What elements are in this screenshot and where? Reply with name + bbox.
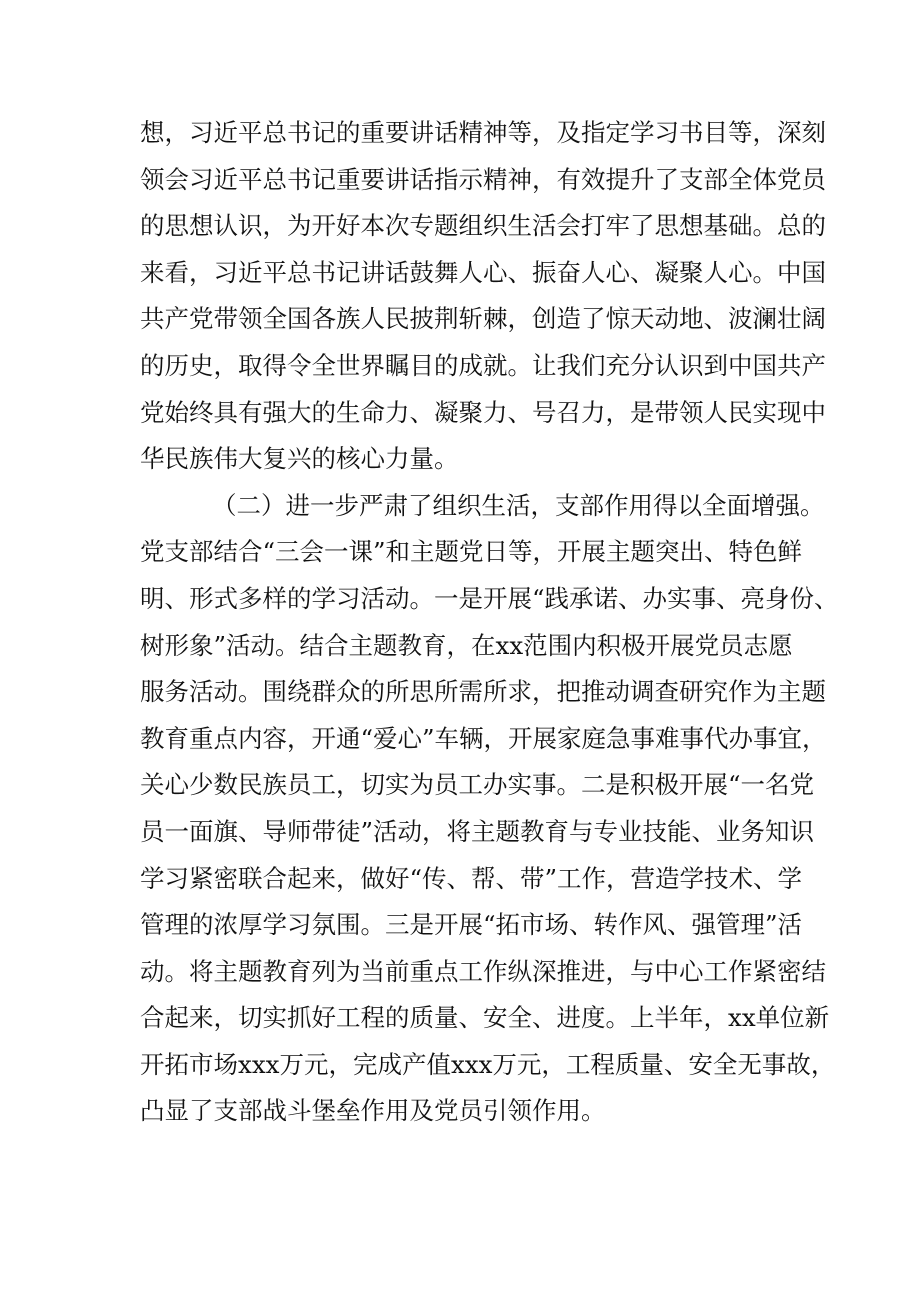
- text-line: 明、形式多样的学习活动。一是开展“践承诺、办实事、亮身份、: [140, 583, 839, 613]
- text-line: 开拓市场xxx万元，完成产值xxx万元，工程质量、安全无事故，: [140, 1049, 836, 1079]
- text-line: 管理的浓厚学习氛围。三是开展“拓市场、转作风、强管理”活: [140, 910, 803, 940]
- text-line: 教育重点内容，开通“爱心”车辆，开展家庭急事难事代办事宜，: [140, 723, 827, 753]
- paragraph-2: [140, 483, 839, 1135]
- text-line: 关心少数民族员工，切实为员工办实事。二是积极开展“一名党: [140, 770, 815, 800]
- text-line: 领会习近平总书记重要讲话指示精神，有效提升了支部全体党员: [140, 164, 826, 194]
- text-line: 合起来，切实抓好工程的质量、安全、进度。上半年，xx单位新: [140, 1003, 830, 1033]
- text-line: 凸显了支部战斗堡垒作用及党员引领作用。: [140, 1096, 606, 1126]
- text-line: 的思想认识，为开好本次专题组织生活会打牢了思想基础。总的: [140, 211, 826, 241]
- text-line: 华民族伟大复兴的核心力量。: [140, 444, 459, 474]
- section-heading: （二）进一步严肃了组织生活，支部作用得以全面增强。: [212, 490, 825, 520]
- text-line: 想，习近平总书记的重要讲话精神等，及指定学习书目等，深刻: [140, 118, 826, 147]
- text-line: 学习紧密联合起来，做好“传、帮、带”工作，营造学技术、学: [140, 863, 803, 893]
- text-line: 动。将主题教育列为当前重点工作纵深推进，与中心工作紧密结: [140, 956, 826, 986]
- text-line: 员一面旗、导师带徒”活动，将主题教育与专业技能、业务知识: [140, 816, 815, 846]
- text-line: 共产党带领全国各族人民披荆斩棘，创造了惊天动地、波澜壮阔: [140, 304, 826, 334]
- text-line: 服务活动。围绕群众的所思所需所求，把推动调查研究作为主题: [140, 677, 826, 707]
- text-line: 来看，习近平总书记讲话鼓舞人心、振奋人心、凝聚人心。中国: [140, 257, 826, 287]
- text-line: 的历史，取得令全世界瞩目的成就。让我们充分认识到中国共产: [140, 350, 826, 380]
- text-line: 党支部结合“三会一课”和主题党日等，开展主题突出、特色鲜: [140, 537, 803, 567]
- text-line: 党始终具有强大的生命力、凝聚力、号召力，是带领人民实现中: [140, 397, 826, 427]
- body-text: [140, 110, 839, 1135]
- text-line: 树形象”活动。结合主题教育，在xx范围内积极开展党员志愿: [140, 630, 793, 660]
- paragraph-1: [140, 110, 826, 483]
